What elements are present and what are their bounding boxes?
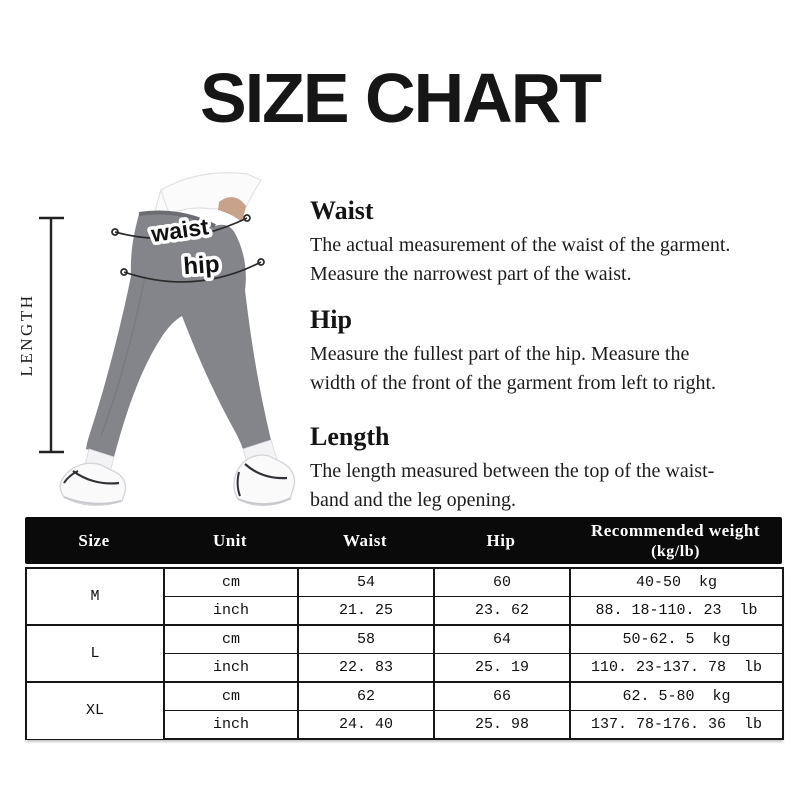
length-measure-line: [39, 218, 64, 452]
hip-cell: 25. 98: [434, 711, 570, 740]
hip-cell: 23. 62: [434, 597, 570, 626]
size-cell-l: L: [26, 625, 164, 682]
table-row: [26, 625, 783, 654]
weight-cell: 137. 78-176. 36 lb: [570, 711, 783, 740]
waist-desc-line1: The actual measurement of the waist of the garment.: [310, 234, 731, 256]
table-row: [26, 568, 783, 597]
weight-cell: 50-62. 5 kg: [570, 625, 783, 654]
hip-cell: 64: [434, 625, 570, 654]
col-header-hip: Hip: [486, 530, 516, 550]
length-heading: Length: [310, 422, 390, 451]
unit-cell: inch: [164, 654, 298, 683]
waist-callout-label: waist: [149, 213, 211, 247]
waist-heading: Waist: [310, 196, 374, 225]
col-header-weight-line2: (kg/lb): [651, 542, 700, 560]
hip-cell: 60: [434, 568, 570, 597]
weight-cell: 40-50 kg: [570, 568, 783, 597]
unit-cell: cm: [164, 568, 298, 597]
leggings: [86, 213, 271, 458]
length-section: [310, 422, 788, 515]
length-desc-line2: band and the leg opening.: [310, 489, 517, 511]
waist-cell: 62: [298, 682, 434, 711]
weight-cell: 88. 18-110. 23 lb: [570, 597, 783, 626]
model-illustration: [15, 168, 310, 513]
unit-cell: cm: [164, 625, 298, 654]
table-row: [26, 682, 783, 711]
unit-cell: inch: [164, 597, 298, 626]
model-figure: [15, 168, 310, 513]
col-header-size: Size: [78, 530, 110, 550]
size-cell-xl: XL: [26, 682, 164, 739]
hip-cell: 66: [434, 682, 570, 711]
col-header-weight: [569, 521, 782, 561]
col-header-waist: Waist: [342, 530, 388, 550]
unit-cell: inch: [164, 711, 298, 740]
waist-cell: 22. 83: [298, 654, 434, 683]
size-table-header: [25, 517, 782, 564]
waist-cell: 58: [298, 625, 434, 654]
size-table-body: [25, 567, 784, 740]
waist-cell: 21. 25: [298, 597, 434, 626]
hip-cell: 25. 19: [434, 654, 570, 683]
model-top: [160, 173, 262, 218]
hip-heading: Hip: [310, 305, 352, 334]
hip-desc-line2: width of the front of the garment from left to right.: [310, 372, 717, 394]
hip-desc-line1: Measure the fullest part of the hip. Measure the: [310, 343, 690, 365]
waist-cell: 54: [298, 568, 434, 597]
col-header-weight-line1: Recommended weight: [590, 520, 761, 540]
length-desc-line1: The length measured between the top of the waist-: [310, 460, 715, 482]
waist-cell: 24. 40: [298, 711, 434, 740]
weight-cell: 110. 23-137. 78 lb: [570, 654, 783, 683]
col-header-unit: Unit: [212, 530, 248, 550]
waist-desc-line2: Measure the narrowest part of the waist.: [310, 263, 632, 285]
left-sneaker: [60, 463, 125, 505]
length-label: LENGTH: [17, 293, 36, 377]
size-cell-m: M: [26, 568, 164, 625]
page-title: SIZE CHART: [200, 59, 600, 137]
size-table: [25, 517, 782, 740]
right-sneaker: [234, 455, 295, 505]
unit-cell: cm: [164, 682, 298, 711]
hip-section: [310, 305, 788, 398]
hip-callout-label: hip: [182, 250, 221, 281]
weight-cell: 62. 5-80 kg: [570, 682, 783, 711]
waist-section: [310, 196, 788, 289]
